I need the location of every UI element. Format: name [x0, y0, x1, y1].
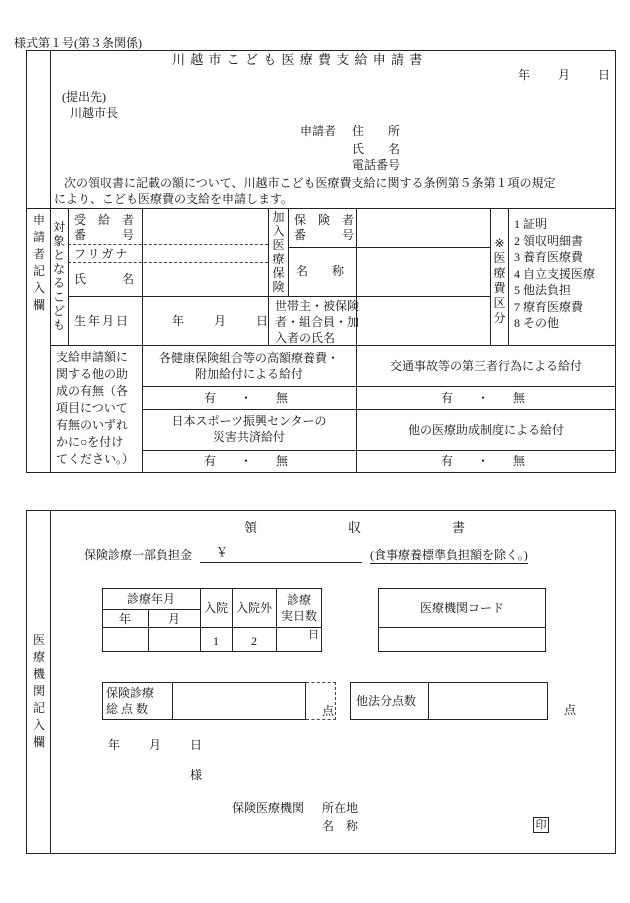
treatment-days-label: 診療 実日数: [280, 593, 317, 623]
copay-amount-field[interactable]: [200, 545, 362, 563]
furigana-label: フリガナ: [74, 247, 130, 261]
grid-line: [142, 386, 616, 387]
insured-number-label: 保 険 者 番 号: [294, 213, 355, 242]
grid-line: [508, 208, 509, 345]
statement-line-1: 次の領収書に記載の額について、川越市こども医療費支給に関する条例第５条第１項の規定: [64, 176, 556, 190]
other-points-field[interactable]: [430, 684, 546, 718]
outpatient-label: 入院外: [235, 601, 272, 615]
birth-year: 年: [172, 314, 185, 328]
grid-line: [142, 409, 616, 410]
classification-options: [514, 216, 595, 332]
birth-month: 月: [214, 314, 227, 328]
grid-line: [142, 450, 616, 451]
recipient-number-label: 受 給 者 番 号: [74, 213, 135, 242]
assistance-box-title: 交通事故等の第三者行為による給付: [389, 359, 582, 373]
institution-location-field[interactable]: [372, 798, 572, 814]
grid-line: [268, 208, 269, 345]
grid-line: [102, 609, 200, 610]
grid-line: [26, 208, 616, 209]
classification-option[interactable]: 7 療育医療費: [514, 299, 584, 314]
assistance-box-title: 他の医療助成制度による給付: [407, 423, 564, 437]
assistance-choice[interactable]: 有 ・ 無: [203, 391, 294, 405]
treatment-year-label: 年: [118, 612, 131, 626]
institution-code-label: 医療機関コード: [419, 601, 504, 615]
insurance-name-label: 名 称: [296, 264, 345, 278]
classification-option[interactable]: 8 その他: [514, 316, 560, 330]
grid-line: [68, 244, 268, 245]
phone-label: 電話番号: [352, 158, 401, 172]
applicant-section-label: 申 請 者 記 入 欄: [32, 213, 45, 312]
receipt-section-divider: [50, 510, 51, 854]
institution-location-label: 所在地: [322, 801, 359, 815]
total-points-label: 保険診療 総 点 数: [106, 686, 155, 716]
grid-line: [102, 627, 322, 628]
assistance-box-title: 各健康保険組合等の高額療養費・ 附加給付による給付: [158, 351, 339, 381]
inpatient-value: 1: [213, 634, 219, 648]
furigana-field[interactable]: [144, 246, 266, 261]
grid-line: [68, 262, 268, 263]
institution-code-field[interactable]: [380, 629, 544, 650]
insurance-enrolled-label: 加 入 医 療 保 険: [272, 210, 285, 294]
target-child-label: 対 象 と な る こ ど も: [52, 220, 65, 332]
recipient-honorific: 様: [190, 768, 203, 782]
submit-date: 年 月 日: [518, 68, 610, 82]
grid-line: [288, 208, 289, 296]
insurance-name-field[interactable]: [358, 250, 488, 294]
treatment-month-col-label: 月: [167, 612, 180, 626]
householder-name-field[interactable]: [358, 298, 488, 343]
grid-line: [288, 247, 490, 248]
householder-label: 世帯主・被保険 者・組合員・加 入者の氏名: [275, 299, 360, 345]
treatment-month-field[interactable]: [150, 629, 198, 650]
receipt-date: 年 月 日: [108, 738, 202, 752]
copay-note: (食事療養標準負担額を除く。): [370, 548, 528, 562]
yen-sign: ￥: [216, 545, 229, 559]
other-points-label: 他法分点数: [356, 694, 417, 708]
form-number: 様式第１号(第３条関係): [14, 36, 142, 50]
medical-classification-label: ※ 医 療 費 区 分: [493, 236, 506, 325]
grid-line: [68, 296, 490, 297]
submit-to: 川越市長: [70, 106, 119, 120]
inpatient-label: 入院: [203, 601, 228, 615]
child-name-field[interactable]: [144, 264, 266, 294]
treatment-year-field[interactable]: [104, 629, 146, 650]
assistance-choice[interactable]: 有 ・ 無: [440, 391, 531, 405]
assistance-choice[interactable]: 有 ・ 無: [203, 454, 294, 468]
assistance-choice[interactable]: 有 ・ 無: [440, 454, 531, 468]
applicant-label: 申請者: [300, 124, 337, 138]
form-title: 川 越 市 こ ど も 医 療 費 支 給 申 請 書: [172, 52, 424, 67]
grid-line: [172, 682, 173, 720]
recipient-number-field[interactable]: [144, 210, 266, 242]
classification-option[interactable]: 1 証明: [514, 217, 548, 231]
address-label: 住 所: [352, 124, 401, 138]
applicant-name-field[interactable]: [410, 140, 600, 156]
classification-option[interactable]: 4 自立支援医療: [514, 266, 596, 281]
classification-option[interactable]: 3 養育医療費: [514, 250, 584, 264]
copay-label: 保険診療一部負担金: [84, 548, 193, 562]
assistance-question: 支給申請額に 関する他の助 成の有無（各 項目について 有無のいずれ かに○を付け てください。）: [56, 350, 135, 466]
outpatient-value: 2: [251, 634, 257, 648]
name-label: 氏 名: [352, 142, 401, 156]
grid-line: [68, 208, 69, 345]
grid-line: [428, 682, 429, 720]
classification-option[interactable]: 2 領収明細書: [514, 233, 584, 248]
birth-day: 日: [256, 314, 269, 328]
grid-line: [378, 627, 546, 628]
total-points-field[interactable]: [174, 684, 304, 718]
other-points-unit: 点: [564, 703, 577, 717]
grid-line: [142, 208, 143, 345]
treatment-month-label: 診療年月: [126, 592, 175, 606]
institution-name-field[interactable]: [372, 816, 522, 832]
treatment-days-unit: 日: [308, 629, 319, 641]
child-name-label: 氏 名: [74, 272, 135, 286]
birthdate-label: 生年月日: [74, 314, 131, 328]
applicant-phone-field[interactable]: [410, 156, 600, 172]
medical-institution-section-label: 医 療 機 関 記 入 欄: [32, 633, 45, 749]
total-points-unit: 点: [322, 704, 335, 718]
institution-name-label: 名 称: [322, 819, 359, 833]
institution-label: 保険医療機関: [232, 801, 305, 815]
submit-to-label: (提出先): [62, 90, 106, 104]
seal-mark: 印: [533, 817, 549, 833]
assistance-box-title: 日本スポーツ振興センターの 災害共済給付: [171, 414, 327, 444]
applicant-address-field[interactable]: [410, 122, 600, 138]
classification-option[interactable]: 5 他法負担: [514, 283, 572, 297]
receipt-title: 領 収 書: [244, 520, 466, 535]
insured-number-field[interactable]: [358, 210, 488, 245]
statement-line-2: により、こども医療費の支給を申請します。: [54, 192, 294, 206]
